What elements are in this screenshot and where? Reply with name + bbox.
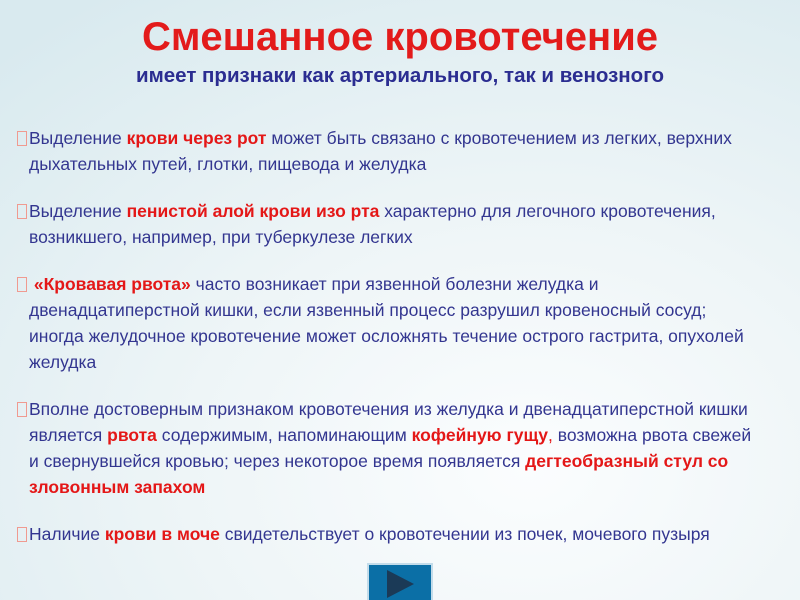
text-segment-blue: Выделение [29,128,127,148]
text-segment-blue: Вполне достоверным признаком кровотечения из желудка и двенадцатиперстной кишки является [29,399,748,445]
text-segment-blue: характерно для легочного кровотечения, возникшего, например, при туберкулезе легких [29,201,716,247]
play-icon [387,570,414,598]
bullet-item [17,396,752,500]
text-segment-red-bold: кофейную гущу [411,425,549,445]
text-segment-blue: содержимым, напоминающим [156,425,412,445]
bullet-item [17,521,752,547]
text-segment-red-bold: крови в моче [104,524,220,544]
bullet-item [17,198,752,250]
bullet-box-icon [17,131,27,146]
bullet-list [17,125,752,547]
text-segment-blue: часто возникает при язвенной болезни желудка и двенадцатиперстной кишки, если язвенный процесс разрушил кровеносный сосуд; иногда желудочное кровотечение может осложнять течение острого гастрита, опухолей желудка [29,274,744,372]
bullet-box-icon [17,402,27,417]
text-segment-red-bold: крови через рот [126,128,267,148]
text-segment-blue: Наличие [29,524,105,544]
bullet-box-icon [17,204,27,219]
slide-title: Смешанное кровотечение [141,15,659,59]
text-segment-blue: может быть связано с кровотечением из легких, верхних дыхательных путей, глотки, пищевода и желудка [29,128,732,174]
bullet-box-icon [17,527,27,542]
text-segment-blue: Выделение [29,201,127,221]
bullet-item [17,125,752,177]
text-segment-red: , [548,425,553,445]
text-segment-blue: возможна рвота свежей и свернувшейся кровью; через некоторое время появляется [29,425,752,471]
text-segment-red-bold: дегтеобразный стул со зловонным запахом [29,451,729,497]
text-segment-red-bold: «Кровавая рвота» [33,274,191,294]
slide-subtitle: имеет признаки как артериального, так и венозного [136,64,664,87]
bullet-box-icon [17,277,27,292]
bullet-item [17,271,752,375]
text-segment-red-bold: рвота [107,425,157,445]
next-slide-button[interactable] [367,563,433,600]
text-segment-blue: свидетельствует о кровотечении из почек, мочевого пузыря [219,524,710,544]
text-segment-red-bold: пенистой алой крови изо рта [126,201,380,221]
